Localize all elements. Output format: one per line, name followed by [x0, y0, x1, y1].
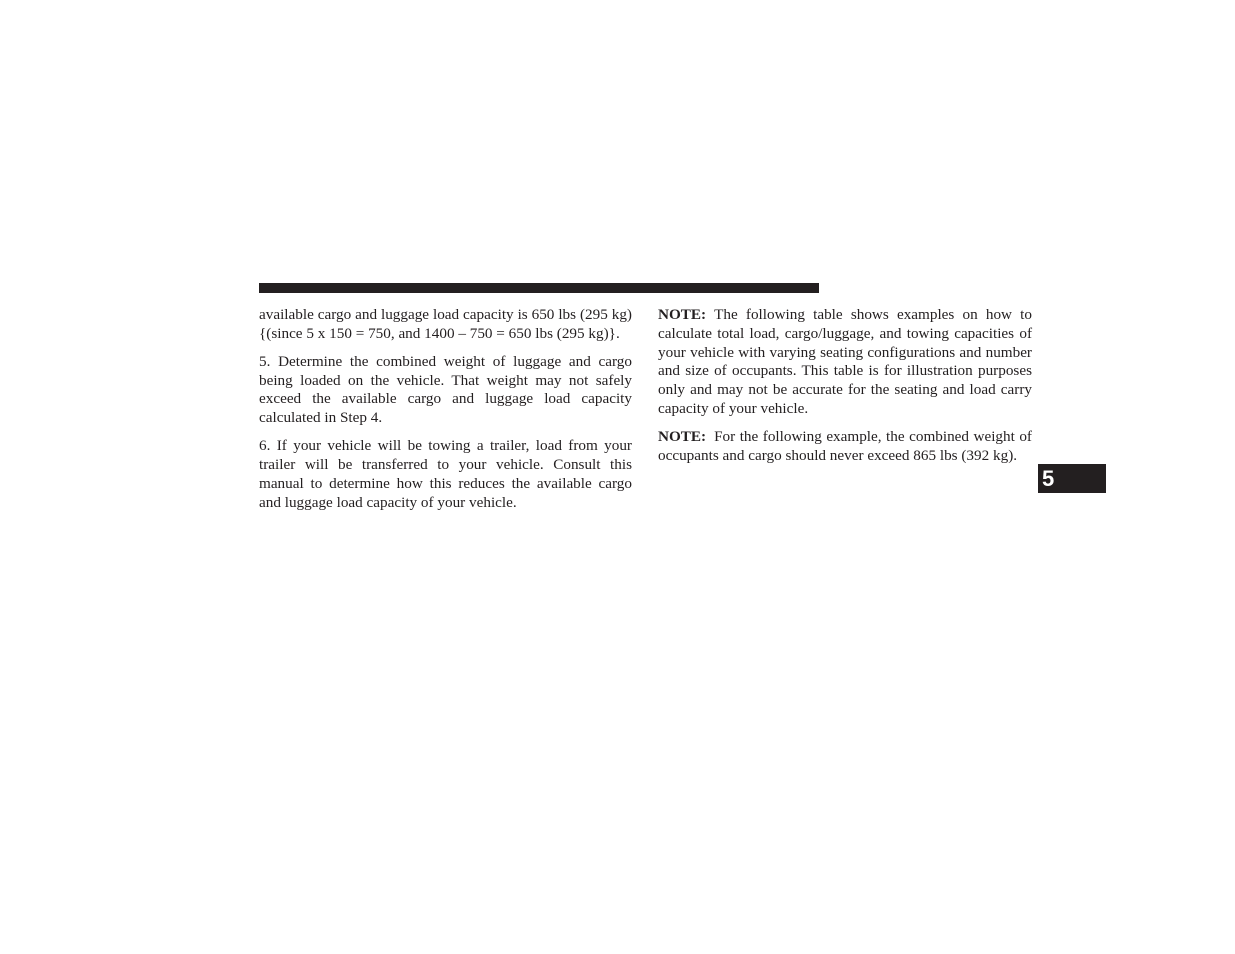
- paragraph-step-5: 5. Determine the combined weight of luggage and cargo being loaded on the vehicle. That weight may not safely exceed the available cargo and luggage load capacity calculated in Step 4.: [259, 352, 632, 427]
- note-table-examples: [658, 306, 1032, 419]
- note-combined-weight: [658, 428, 1032, 466]
- note-label: NOTE:: [658, 427, 707, 445]
- chapter-number: 5: [1042, 466, 1055, 491]
- note-text: The following table shows examples on how to calculate total load, cargo/luggage, and towing capacities of your vehicle with varying seating configurations and number and size of occupants. This table is for illustration purposes only and may not be accurate for the seating and load carry capacity of your vehicle.: [658, 306, 1032, 417]
- paragraph-step-6: 6. If your vehicle will be towing a trailer, load from your trailer will be transferred to your vehicle. Consult this manual to determine how this reduces the available cargo and luggage load capacity of your vehicle.: [259, 437, 632, 511]
- note-text: For the following example, the combined weight of occupants and cargo should never exceed 865 lbs (392 kg).: [658, 427, 1032, 464]
- right-column: [658, 306, 1032, 475]
- header-rule: [259, 283, 819, 293]
- chapter-tab: [1038, 464, 1106, 493]
- left-column: [259, 306, 632, 522]
- paragraph-cargo-capacity: available cargo and luggage load capacity is 650 lbs (295 kg) {(since 5 x 150 = 750, and 1400 – 750 = 650 lbs (295 kg)}.: [259, 306, 632, 342]
- note-label: NOTE:: [658, 306, 707, 323]
